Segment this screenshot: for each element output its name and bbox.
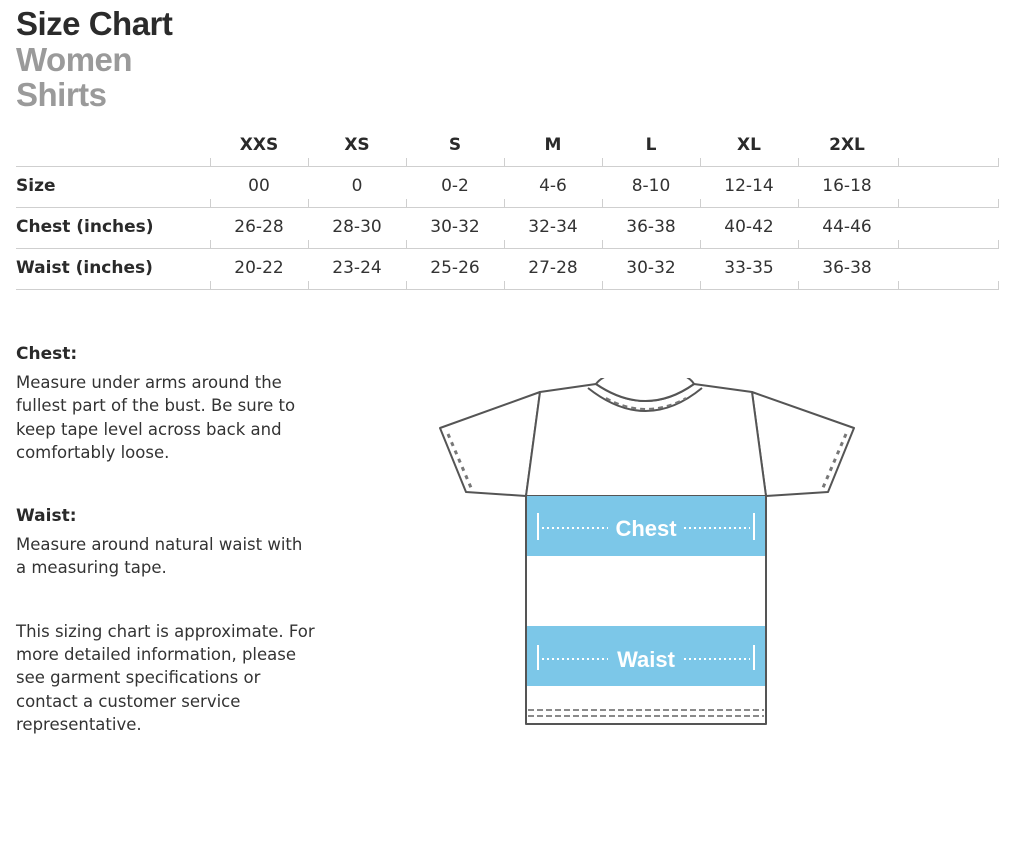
table-cell: 4-6	[539, 176, 567, 196]
column-header: M	[544, 135, 562, 155]
page-title: Size Chart	[16, 5, 173, 42]
table-cell: 30-32	[430, 217, 480, 237]
waist-instructions: Measure around natural waist with a measuring tape.	[16, 535, 303, 578]
waist-heading: Waist:	[16, 506, 77, 527]
row-label: Size	[16, 176, 56, 196]
table-cell: 12-14	[724, 176, 774, 196]
table-cell: 16-18	[822, 176, 872, 196]
table-cell: 36-38	[626, 217, 676, 237]
table-cell: 25-26	[430, 258, 480, 278]
table-cell: 27-28	[528, 258, 578, 278]
chest-heading: Chest:	[16, 344, 78, 364]
row-label: Waist (inches)	[16, 258, 153, 278]
table-cell: 0-2	[441, 176, 469, 196]
column-header: S	[448, 135, 462, 155]
size-table	[16, 126, 999, 290]
chest-instructions: Measure under arms around the fullest part of the bust. Be sure to keep tape level across back and comfortably loose.	[16, 373, 296, 462]
table-cell: 23-24	[332, 258, 382, 278]
table-cell: 36-38	[822, 258, 872, 278]
tshirt-left-sleeve	[440, 392, 540, 496]
row-label: Chest (inches)	[16, 217, 154, 237]
table-row	[16, 167, 999, 208]
column-header: XXS	[239, 135, 279, 155]
measurement-notes	[16, 342, 346, 736]
table-cell: 00	[248, 176, 270, 196]
table-row	[16, 249, 999, 290]
title-block	[16, 6, 172, 112]
table-cell: 28-30	[332, 217, 382, 237]
tshirt-right-sleeve	[752, 392, 854, 496]
chest-measure-label: Chest	[615, 516, 677, 541]
table-cell: 8-10	[631, 176, 671, 196]
table-header-row	[16, 126, 999, 167]
table-cell: 26-28	[234, 217, 284, 237]
column-header: XS	[344, 135, 370, 155]
page-subtitle-category: Women	[16, 41, 133, 78]
table-cell: 20-22	[234, 258, 284, 278]
sizing-disclaimer: This sizing chart is approximate. For more detailed information, please see garment specifications or contact a customer service representative.	[16, 621, 315, 734]
page-subtitle-product: Shirts	[16, 76, 107, 113]
table-row	[16, 208, 999, 249]
table-cell: 30-32	[626, 258, 676, 278]
column-header: XL	[737, 135, 761, 155]
column-header: L	[645, 135, 657, 155]
table-cell: 0	[351, 176, 363, 196]
tshirt-diagram	[436, 378, 866, 738]
table-cell: 40-42	[724, 217, 774, 237]
table-cell: 33-35	[724, 258, 774, 278]
table-cell: 44-46	[822, 217, 872, 237]
waist-measure-label: Waist	[617, 647, 675, 672]
column-header: 2XL	[829, 135, 865, 155]
table-cell: 32-34	[528, 217, 578, 237]
